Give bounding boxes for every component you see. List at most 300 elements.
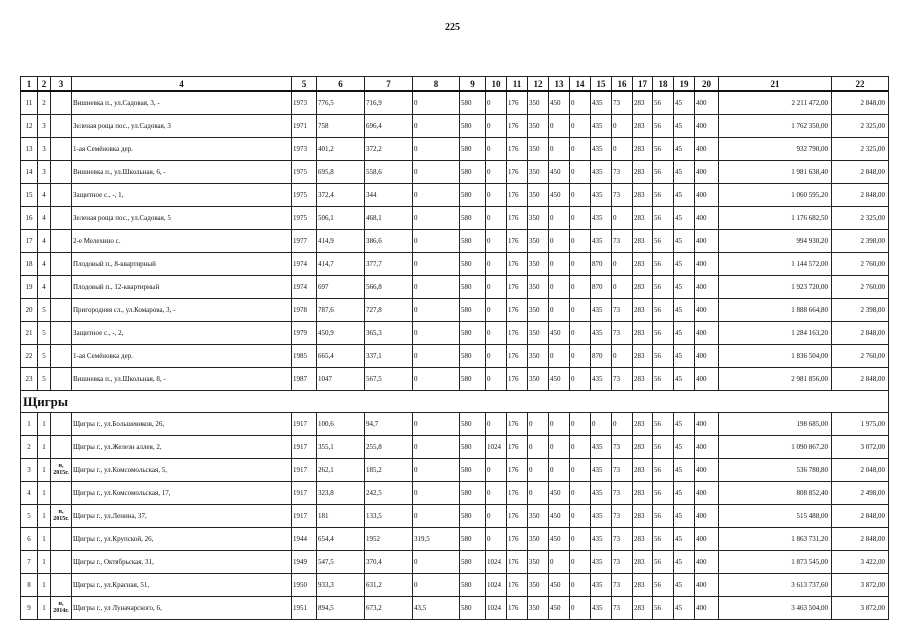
table-cell: 45 [674, 276, 695, 299]
table-cell: 4 [38, 276, 51, 299]
column-header: 16 [612, 77, 633, 92]
table-cell: 3 872,00 [832, 597, 889, 620]
table-cell: 894,5 [317, 597, 365, 620]
table-cell: 1949 [292, 551, 317, 574]
table-row [21, 505, 889, 528]
table-cell: 0 [570, 138, 591, 161]
table-cell: 45 [674, 368, 695, 391]
table-cell [51, 574, 72, 597]
table-cell: 56 [653, 482, 674, 505]
table-cell: 4 [38, 253, 51, 276]
table-cell: 435 [591, 597, 612, 620]
table-cell: 5 [38, 368, 51, 391]
table-cell: 176 [507, 230, 528, 253]
table-cell: 580 [460, 91, 486, 115]
table-cell: 283 [633, 299, 653, 322]
table-cell: 283 [633, 528, 653, 551]
table-cell: 283 [633, 413, 653, 436]
column-header: 18 [653, 77, 674, 92]
table-cell: 56 [653, 161, 674, 184]
table-cell: 15 [21, 184, 38, 207]
table-cell: 350 [528, 597, 549, 620]
table-cell: 0 [486, 322, 507, 345]
table-cell: 1975 [292, 207, 317, 230]
column-header: 5 [292, 77, 317, 92]
table-cell: 73 [612, 597, 633, 620]
table-cell: н, 2015г. [51, 505, 72, 528]
table-cell: 0 [549, 413, 570, 436]
table-cell: 580 [460, 115, 486, 138]
table-cell: 435 [591, 161, 612, 184]
table-cell: 400 [695, 184, 719, 207]
table-cell: 45 [674, 161, 695, 184]
table-cell: 1 888 664,80 [719, 299, 832, 322]
table-cell [51, 551, 72, 574]
table-cell: 133,5 [365, 505, 413, 528]
header-row [21, 77, 889, 92]
table-cell: 0 [549, 459, 570, 482]
table-cell: 56 [653, 505, 674, 528]
table-cell: 400 [695, 413, 719, 436]
table-cell: 2 [38, 91, 51, 115]
table-cell: 2 325,00 [832, 115, 889, 138]
table-cell: 695,8 [317, 161, 365, 184]
table-cell: н, 2014г. [51, 597, 72, 620]
table-cell: 283 [633, 345, 653, 368]
table-cell: 580 [460, 253, 486, 276]
table-cell: Щигры г., ул.Железн аллея, 2, [72, 436, 292, 459]
table-cell: 176 [507, 597, 528, 620]
table-row [21, 184, 889, 207]
table-cell: 319,5 [413, 528, 460, 551]
table-cell: 56 [653, 345, 674, 368]
table-cell: 73 [612, 574, 633, 597]
table-cell: Щигры г., ул.Комсомольская, 5, [72, 459, 292, 482]
table-cell: 0 [413, 413, 460, 436]
table-cell: 580 [460, 505, 486, 528]
table-cell: 400 [695, 528, 719, 551]
column-header: 2 [38, 77, 51, 92]
table-cell: 7 [21, 551, 38, 574]
section-title: Щигры [21, 391, 889, 413]
table-cell: 283 [633, 253, 653, 276]
table-cell: 45 [674, 345, 695, 368]
table-row [21, 161, 889, 184]
table-cell: 580 [460, 161, 486, 184]
table-cell: 1971 [292, 115, 317, 138]
table-cell: 1 975,00 [832, 413, 889, 436]
table-cell: 400 [695, 597, 719, 620]
table-cell: 870 [591, 253, 612, 276]
table-cell: 435 [591, 574, 612, 597]
table-cell: 4 [38, 230, 51, 253]
table-cell: 506,1 [317, 207, 365, 230]
table-cell: 450 [549, 574, 570, 597]
table-cell: 0 [413, 276, 460, 299]
table-cell: 933,3 [317, 574, 365, 597]
table-cell: 0 [413, 253, 460, 276]
table-cell: 283 [633, 482, 653, 505]
table-cell: 176 [507, 161, 528, 184]
table-cell: 400 [695, 459, 719, 482]
table-row [21, 551, 889, 574]
table-cell: 400 [695, 276, 719, 299]
table-cell: 5 [38, 345, 51, 368]
column-header: 11 [507, 77, 528, 92]
table-cell: 414,9 [317, 230, 365, 253]
table-cell: 3 872,00 [832, 574, 889, 597]
table-cell: Вишневка п., ул.Садовая, 3, - [72, 91, 292, 115]
table-cell: 2 325,00 [832, 138, 889, 161]
table-cell: 0 [486, 253, 507, 276]
table-cell: 0 [413, 368, 460, 391]
table-cell: 0 [486, 528, 507, 551]
table-cell: Зеленая роща пос., ул.Садовая, 5 [72, 207, 292, 230]
table-cell: 56 [653, 436, 674, 459]
column-header: 22 [832, 77, 889, 92]
table-cell: 73 [612, 482, 633, 505]
table-cell: Защитное с., -, 1, [72, 184, 292, 207]
table-cell: 1 060 595,20 [719, 184, 832, 207]
table-cell: 372,2 [365, 138, 413, 161]
column-header: 8 [413, 77, 460, 92]
table-cell: 870 [591, 345, 612, 368]
table-cell: Щигры г., ул Луначарского, 6, [72, 597, 292, 620]
table-cell: 255,8 [365, 436, 413, 459]
table-cell: 45 [674, 482, 695, 505]
table-cell: 176 [507, 528, 528, 551]
table-cell: 0 [549, 276, 570, 299]
table-cell [51, 138, 72, 161]
table-row [21, 368, 889, 391]
table-cell: 580 [460, 528, 486, 551]
table-cell: 262,1 [317, 459, 365, 482]
table-header [21, 77, 889, 92]
table-cell: 283 [633, 551, 653, 574]
table-cell: 176 [507, 482, 528, 505]
table-cell: 400 [695, 161, 719, 184]
table-cell: 0 [612, 115, 633, 138]
table-cell: 932 790,00 [719, 138, 832, 161]
table-cell: 283 [633, 184, 653, 207]
table-cell: 2 [21, 436, 38, 459]
table-cell: 450 [549, 91, 570, 115]
table-row [21, 459, 889, 482]
table-cell: 727,8 [365, 299, 413, 322]
table-cell: 400 [695, 299, 719, 322]
table-cell: 56 [653, 253, 674, 276]
table-row [21, 253, 889, 276]
table-cell: 20 [21, 299, 38, 322]
table-cell: 45 [674, 413, 695, 436]
table-cell: 450 [549, 368, 570, 391]
table-cell: 1 [38, 528, 51, 551]
table-cell: 0 [528, 436, 549, 459]
table-cell: 176 [507, 322, 528, 345]
table-cell: 176 [507, 299, 528, 322]
table-cell: Плодовый п., 12-квартирный [72, 276, 292, 299]
table-cell [51, 253, 72, 276]
table-cell: 0 [549, 551, 570, 574]
table-cell: 400 [695, 91, 719, 115]
table-cell: Щигры г., ул.Крупской, 26, [72, 528, 292, 551]
table-cell: 0 [413, 505, 460, 528]
table-cell: 1917 [292, 436, 317, 459]
table-cell: 344 [365, 184, 413, 207]
table-cell: 2 398,00 [832, 299, 889, 322]
table-cell: 1985 [292, 345, 317, 368]
table-cell: 45 [674, 207, 695, 230]
column-header: 6 [317, 77, 365, 92]
section-row [21, 391, 889, 413]
table-cell: 0 [413, 482, 460, 505]
table-cell: 1 762 350,00 [719, 115, 832, 138]
table-cell: 0 [486, 161, 507, 184]
table-cell: 0 [570, 115, 591, 138]
table-cell: 0 [612, 138, 633, 161]
table-cell: 283 [633, 230, 653, 253]
table-cell: 0 [486, 230, 507, 253]
table-cell: Пригородняя сл., ул.Комарова, 3, - [72, 299, 292, 322]
table-cell: 283 [633, 322, 653, 345]
table-cell: 350 [528, 368, 549, 391]
table-cell: 45 [674, 597, 695, 620]
table-cell: 450,9 [317, 322, 365, 345]
column-header: 3 [51, 77, 72, 92]
table-cell: 435 [591, 436, 612, 459]
table-cell: 401,2 [317, 138, 365, 161]
table-cell: 1 284 163,20 [719, 322, 832, 345]
table-cell: 450 [549, 597, 570, 620]
table-cell: 0 [549, 345, 570, 368]
table-cell: 283 [633, 368, 653, 391]
table-cell [51, 368, 72, 391]
table-cell: 56 [653, 115, 674, 138]
table-cell: 176 [507, 91, 528, 115]
table-cell: 45 [674, 551, 695, 574]
table-cell: 1951 [292, 597, 317, 620]
table-cell [51, 345, 72, 368]
table-cell: 337,1 [365, 345, 413, 368]
table-cell [51, 322, 72, 345]
table-cell [51, 413, 72, 436]
table-cell: 450 [549, 161, 570, 184]
table-cell: 94,7 [365, 413, 413, 436]
table-cell: 56 [653, 184, 674, 207]
table-cell: 0 [570, 91, 591, 115]
table-cell: 0 [570, 230, 591, 253]
table-cell: 0 [486, 482, 507, 505]
table-cell: 0 [549, 207, 570, 230]
table-cell: 776,5 [317, 91, 365, 115]
table-cell: 14 [21, 161, 38, 184]
table-cell: 2-е Мелехино с. [72, 230, 292, 253]
table-cell: 0 [549, 230, 570, 253]
table-cell: 547,5 [317, 551, 365, 574]
table-cell: 0 [570, 276, 591, 299]
table-cell: 56 [653, 322, 674, 345]
table-cell: 5 [38, 299, 51, 322]
table-cell: 0 [549, 436, 570, 459]
table-cell: 0 [528, 413, 549, 436]
table-cell: Плодовый п., 8-квартирный [72, 253, 292, 276]
table-cell: 400 [695, 551, 719, 574]
table-cell: 5 [38, 322, 51, 345]
table-cell: 56 [653, 459, 674, 482]
table-cell: 435 [591, 91, 612, 115]
table-cell: 370,4 [365, 551, 413, 574]
table-cell: 185,2 [365, 459, 413, 482]
table-row [21, 345, 889, 368]
table-cell: 45 [674, 505, 695, 528]
table-cell: 350 [528, 528, 549, 551]
table-cell: 435 [591, 322, 612, 345]
table-cell: 0 [612, 276, 633, 299]
table-cell: 176 [507, 253, 528, 276]
column-header: 15 [591, 77, 612, 92]
table-cell: 0 [612, 345, 633, 368]
page-number: 225 [445, 22, 460, 33]
table-cell [51, 230, 72, 253]
column-header: 7 [365, 77, 413, 92]
table-cell: 0 [528, 482, 549, 505]
table-cell: 18 [21, 253, 38, 276]
table-cell: 1974 [292, 276, 317, 299]
table-cell: 176 [507, 413, 528, 436]
table-cell: 580 [460, 436, 486, 459]
table-cell: 1024 [486, 436, 507, 459]
table-cell [51, 436, 72, 459]
table-cell: 350 [528, 322, 549, 345]
table-cell: 2 848,00 [832, 322, 889, 345]
table-cell: 435 [591, 368, 612, 391]
table-cell: 0 [413, 184, 460, 207]
table-cell: 73 [612, 368, 633, 391]
column-header: 13 [549, 77, 570, 92]
table-cell: 1024 [486, 551, 507, 574]
table-cell: 0 [413, 322, 460, 345]
table-cell: 73 [612, 436, 633, 459]
table-cell: 1024 [486, 574, 507, 597]
table-cell: 386,6 [365, 230, 413, 253]
table-cell: 697 [317, 276, 365, 299]
table-cell: 0 [570, 207, 591, 230]
table-cell: 3 422,00 [832, 551, 889, 574]
table-cell: 400 [695, 230, 719, 253]
table-cell: 2 398,00 [832, 230, 889, 253]
table-cell: 176 [507, 138, 528, 161]
table-cell: 45 [674, 184, 695, 207]
table-row [21, 115, 889, 138]
section-body [21, 391, 889, 413]
table-cell: 3 [38, 115, 51, 138]
table-cell: 0 [570, 528, 591, 551]
table-cell [51, 482, 72, 505]
table-cell: 16 [21, 207, 38, 230]
table-cell: 0 [413, 459, 460, 482]
table-cell: 0 [549, 253, 570, 276]
table-cell [51, 207, 72, 230]
table-cell: 1 090 867,20 [719, 436, 832, 459]
table-cell: 400 [695, 253, 719, 276]
table-cell: 435 [591, 138, 612, 161]
table-cell: 631,2 [365, 574, 413, 597]
table-cell: 22 [21, 345, 38, 368]
table-cell: 580 [460, 368, 486, 391]
table-cell: 2 848,00 [832, 91, 889, 115]
table-cell: 450 [549, 528, 570, 551]
table-cell: 0 [413, 551, 460, 574]
table-cell: 283 [633, 161, 653, 184]
table-cell: 355,1 [317, 436, 365, 459]
table-cell: 283 [633, 115, 653, 138]
table-cell: 673,2 [365, 597, 413, 620]
table-cell: 283 [633, 597, 653, 620]
table-cell: Щигры г., ул.Красная, 51, [72, 574, 292, 597]
table-cell [51, 276, 72, 299]
table-cell: 0 [612, 413, 633, 436]
table-cell: 350 [528, 115, 549, 138]
table-cell: 580 [460, 459, 486, 482]
table-cell: 377,7 [365, 253, 413, 276]
table-cell: 350 [528, 161, 549, 184]
table-cell: 0 [570, 459, 591, 482]
table-cell: 176 [507, 551, 528, 574]
table-cell: 1 836 504,00 [719, 345, 832, 368]
table-cell: 1 144 572,00 [719, 253, 832, 276]
column-header: 1 [21, 77, 38, 92]
table-cell: 400 [695, 505, 719, 528]
table-cell: 580 [460, 230, 486, 253]
table-cell: 176 [507, 574, 528, 597]
table-cell: 3 613 737,60 [719, 574, 832, 597]
table-cell: н, 2015г. [51, 459, 72, 482]
table-cell: 0 [413, 436, 460, 459]
table-cell: 9 [21, 597, 38, 620]
table-cell: 1 [38, 459, 51, 482]
table-cell: 0 [570, 184, 591, 207]
table-cell: 17 [21, 230, 38, 253]
table-cell: 45 [674, 574, 695, 597]
table-cell: 0 [570, 161, 591, 184]
table-cell: 435 [591, 505, 612, 528]
table-cell: 283 [633, 574, 653, 597]
table-cell: 350 [528, 345, 549, 368]
table-cell: 0 [413, 345, 460, 368]
table-row [21, 413, 889, 436]
column-header: 14 [570, 77, 591, 92]
table-cell: 870 [591, 276, 612, 299]
table-cell: 1979 [292, 322, 317, 345]
table-cell: 580 [460, 597, 486, 620]
table-cell: 2 848,00 [832, 505, 889, 528]
table-cell: 45 [674, 253, 695, 276]
table-cell: 580 [460, 138, 486, 161]
table-cell: 176 [507, 505, 528, 528]
table-cell: 567,5 [365, 368, 413, 391]
table-cell: 400 [695, 138, 719, 161]
table-cell: 787,6 [317, 299, 365, 322]
table-cell: 1 873 545,00 [719, 551, 832, 574]
table-cell: 0 [486, 276, 507, 299]
table-cell: 283 [633, 138, 653, 161]
table-cell: 1987 [292, 368, 317, 391]
table-cell: 100,6 [317, 413, 365, 436]
table-cell: 580 [460, 322, 486, 345]
table-cell: 0 [528, 459, 549, 482]
table-cell: 450 [549, 322, 570, 345]
table-body-part-1 [21, 91, 889, 391]
